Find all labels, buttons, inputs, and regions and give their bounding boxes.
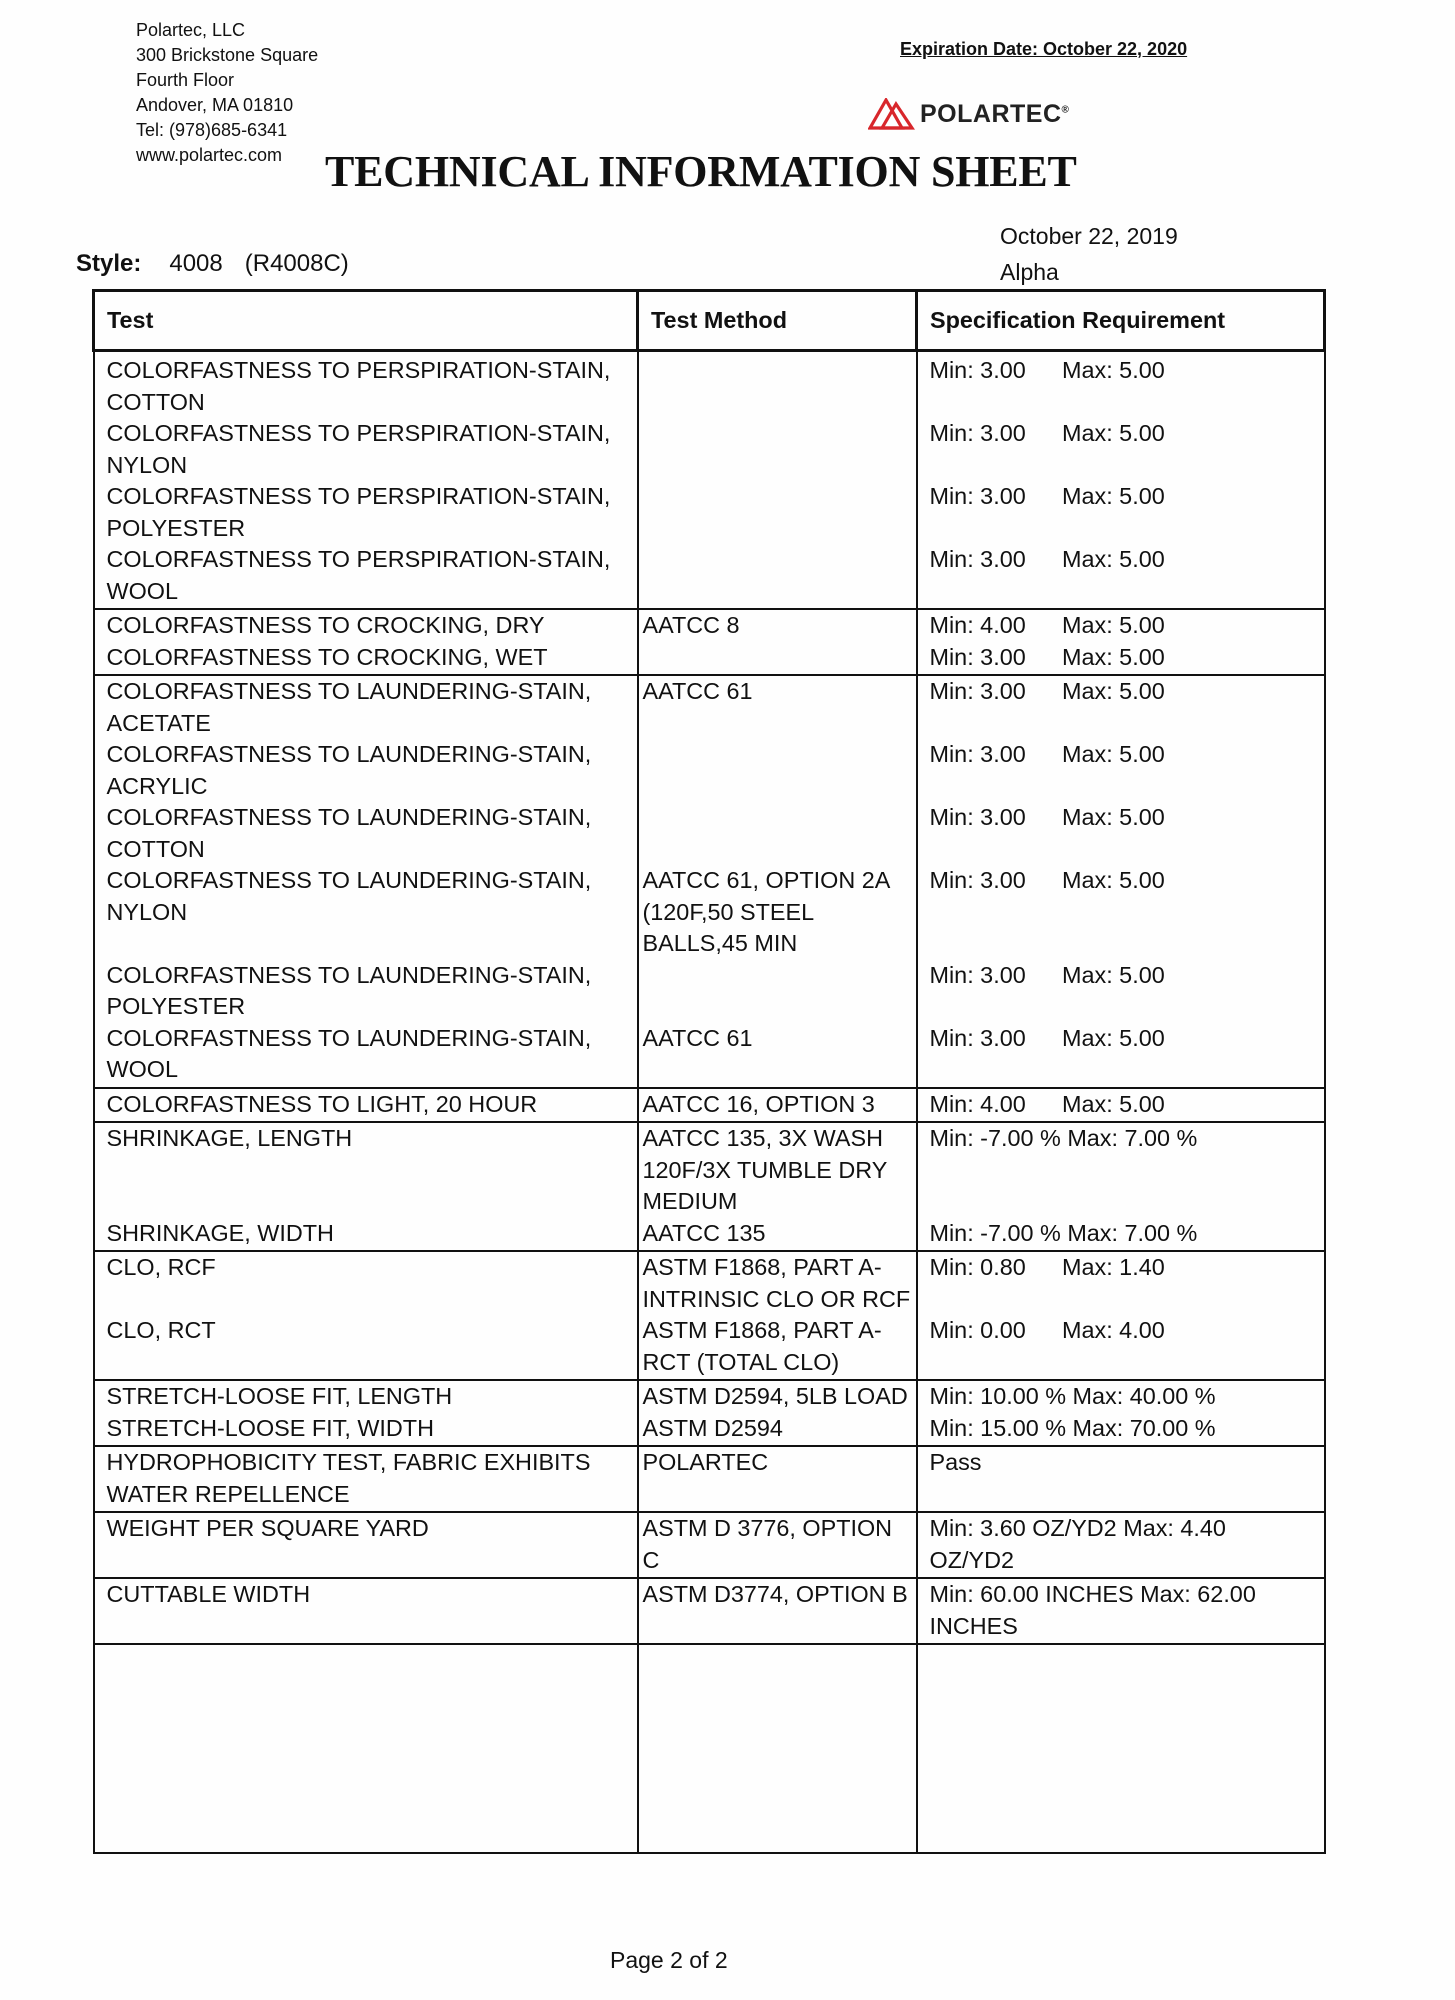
header-test-method: Test Method [638, 291, 917, 351]
cell-test-method [638, 802, 917, 865]
logo-wordmark: POLARTEC® [920, 99, 1070, 128]
cell-spec-requirement [917, 609, 1325, 642]
cell-spec-requirement [917, 1512, 1325, 1578]
cell-test-method: AATCC 61 [638, 1023, 917, 1088]
cell-test: CLO, RCT [94, 1315, 638, 1380]
spec-max: Max: 4.00 [1062, 1317, 1165, 1343]
table-row [94, 418, 1325, 481]
spec-table-body [94, 351, 1325, 1854]
cell-test: COLORFASTNESS TO PERSPIRATION-STAIN, NYLON [94, 418, 638, 481]
website-link[interactable]: www.polartec.com [136, 145, 283, 165]
cell-spec-requirement [917, 544, 1325, 609]
spec-min: Min: 0.00 [929, 1317, 1026, 1343]
cell-test: COLORFASTNESS TO CROCKING, WET [94, 642, 638, 676]
cell-test: CUTTABLE WIDTH [94, 1578, 638, 1644]
spec-max: Max: 5.00 [1062, 741, 1165, 767]
empty-cell [94, 1644, 638, 1853]
cell-test-method [638, 481, 917, 544]
cell-spec-requirement [917, 802, 1325, 865]
cell-spec-requirement [917, 1578, 1325, 1644]
cell-test: COLORFASTNESS TO LIGHT, 20 HOUR [94, 1088, 638, 1123]
cell-spec-requirement [917, 642, 1325, 676]
header-test: Test [94, 291, 638, 351]
company-name: Polartec, LLC [136, 20, 246, 40]
table-row [94, 1251, 1325, 1315]
spec-max: Max: 7.00 % [1067, 1219, 1198, 1246]
document-date: October 22, 2019 [1000, 223, 1178, 249]
spec-max: Max: 5.00 [1062, 678, 1165, 704]
spec-min: Min: -7.00 % [929, 1125, 1061, 1151]
cell-spec-requirement [917, 1380, 1325, 1413]
cell-test: COLORFASTNESS TO LAUNDERING-STAIN, ACETATE [94, 675, 638, 739]
spec-min: Min: 0.80 [929, 1254, 1026, 1280]
spec-min: Min: 10.00 % [929, 1383, 1067, 1409]
spec-min: Min: 3.60 OZ/YD2 [929, 1515, 1117, 1541]
table-row [94, 1578, 1325, 1644]
cell-test-method: ASTM D3774, OPTION B [638, 1578, 917, 1644]
spec-max: Max: 62.00 INCHES [929, 1581, 1256, 1639]
address-city: Andover, MA 01810 [136, 95, 294, 115]
cell-spec-requirement [917, 739, 1325, 802]
cell-spec-requirement [917, 1315, 1325, 1380]
empty-cell [917, 1644, 1325, 1853]
cell-spec-requirement [917, 1446, 1325, 1512]
cell-test: STRETCH-LOOSE FIT, WIDTH [94, 1413, 638, 1447]
spec-min: Min: 3.00 [929, 804, 1026, 830]
cell-spec-requirement [917, 1023, 1325, 1088]
spec-max: Max: 5.00 [1062, 420, 1165, 446]
cell-test-method: AATCC 16, OPTION 3 [638, 1088, 917, 1123]
spec-max: Max: 70.00 % [1072, 1414, 1216, 1441]
spec-min: Min: 60.00 INCHES [929, 1581, 1134, 1607]
spec-min: Min: 3.00 [929, 357, 1026, 383]
cell-test-method [638, 642, 917, 676]
company-address [136, 18, 318, 168]
cell-spec-requirement [917, 1218, 1325, 1252]
table-row [94, 1218, 1325, 1252]
cell-test-method [638, 960, 917, 1023]
cell-test-method: AATCC 61, OPTION 2A (120F,50 STEEL BALLS,45 MIN [638, 865, 917, 960]
spec-max: Max: 5.00 [1062, 483, 1165, 509]
spec-min: Min: 3.00 [929, 483, 1026, 509]
table-row [94, 1315, 1325, 1380]
cell-test-method: AATCC 8 [638, 609, 917, 642]
style-code: (R4008C) [244, 250, 349, 277]
table-row [94, 481, 1325, 544]
cell-spec-requirement [917, 1413, 1325, 1447]
cell-spec-requirement [917, 1088, 1325, 1123]
spec-max: Max: 7.00 % [1067, 1125, 1198, 1151]
spec-max: Max: 5.00 [1062, 357, 1165, 383]
cell-spec-requirement [917, 960, 1325, 1023]
spec-max: Max: 4.40 OZ/YD2 [929, 1515, 1226, 1573]
address-line-1: 300 Brickstone Square [136, 45, 319, 65]
cell-test-method [638, 351, 917, 419]
cell-test: STRETCH-LOOSE FIT, LENGTH [94, 1380, 638, 1413]
spec-min: Min: 4.00 [929, 612, 1026, 638]
cell-test-method: AATCC 61 [638, 675, 917, 739]
cell-test-method: POLARTEC [638, 1446, 917, 1512]
spec-min: Min: 3.00 [929, 420, 1026, 446]
phone: Tel: (978)685-6341 [136, 120, 288, 140]
cell-test-method: ASTM D2594, 5LB LOAD [638, 1380, 917, 1413]
page-title: TECHNICAL INFORMATION SHEET [325, 147, 1077, 196]
spec-min: Min: 3.00 [929, 546, 1026, 572]
cell-test: SHRINKAGE, LENGTH [94, 1122, 638, 1218]
cell-test: COLORFASTNESS TO PERSPIRATION-STAIN, POLYESTER [94, 481, 638, 544]
cell-test: COLORFASTNESS TO LAUNDERING-STAIN, POLYESTER [94, 960, 638, 1023]
spec-table [92, 289, 1326, 1854]
table-row [94, 1413, 1325, 1447]
spec-max: Max: 5.00 [1062, 1024, 1165, 1051]
table-row [94, 1122, 1325, 1218]
table-row [94, 1023, 1325, 1088]
cell-test: SHRINKAGE, WIDTH [94, 1218, 638, 1252]
spec-min: Min: 3.00 [929, 1024, 1026, 1051]
style-label: Style: [76, 250, 142, 277]
cell-test: CLO, RCF [94, 1251, 638, 1315]
cell-test-method [638, 418, 917, 481]
polartec-logo [868, 98, 1069, 130]
cell-test: COLORFASTNESS TO LAUNDERING-STAIN, COTTON [94, 802, 638, 865]
cell-test-method: AATCC 135, 3X WASH 120F/3X TUMBLE DRY MEDIUM [638, 1122, 917, 1218]
page-number: Page 2 of 2 [610, 1947, 728, 1973]
spec-min: Min: 3.00 [929, 867, 1026, 893]
table-row [94, 865, 1325, 960]
table-row [94, 802, 1325, 865]
table-row [94, 1380, 1325, 1413]
cell-test: COLORFASTNESS TO LAUNDERING-STAIN, ACRYLIC [94, 739, 638, 802]
cell-test: COLORFASTNESS TO PERSPIRATION-STAIN, COTTON [94, 351, 638, 419]
spec-max: Max: 1.40 [1062, 1254, 1165, 1280]
table-row [94, 1088, 1325, 1123]
table-header-row [94, 291, 1325, 351]
spec-max: Max: 5.00 [1062, 546, 1165, 572]
table-row [94, 544, 1325, 609]
cell-spec-requirement [917, 418, 1325, 481]
table-row [94, 609, 1325, 642]
cell-test-method: ASTM F1868, PART A-RCT (TOTAL CLO) [638, 1315, 917, 1380]
address-line-2: Fourth Floor [136, 70, 235, 90]
spec-max: Max: 5.00 [1062, 643, 1165, 670]
cell-spec-requirement [917, 1122, 1325, 1218]
spec-max: Max: 5.00 [1062, 1090, 1165, 1117]
table-row [94, 351, 1325, 419]
spec-min: Min: 3.00 [929, 741, 1026, 767]
table-row [94, 1446, 1325, 1512]
spec-min: Min: 3.00 [929, 961, 1026, 988]
style-number: 4008 [169, 250, 223, 277]
spec-max: Max: 40.00 % [1072, 1383, 1216, 1409]
cell-test-method: ASTM D 3776, OPTION C [638, 1512, 917, 1578]
table-row [94, 739, 1325, 802]
table-row [94, 1512, 1325, 1578]
cell-test: COLORFASTNESS TO LAUNDERING-STAIN, WOOL [94, 1023, 638, 1088]
spec-max: Max: 5.00 [1062, 804, 1165, 830]
spec-max: Max: 5.00 [1062, 612, 1165, 638]
cell-test: WEIGHT PER SQUARE YARD [94, 1512, 638, 1578]
empty-cell [638, 1644, 917, 1853]
empty-table-row [94, 1644, 1325, 1853]
cell-spec-requirement [917, 675, 1325, 739]
table-row [94, 642, 1325, 676]
document-revision: Alpha [1000, 259, 1059, 285]
spec-min: Pass [929, 1449, 982, 1475]
spec-max: Max: 5.00 [1062, 867, 1165, 893]
document-meta [1000, 218, 1178, 290]
cell-test-method: ASTM D2594 [638, 1413, 917, 1447]
triangle-logo-icon [868, 98, 916, 130]
spec-min: Min: -7.00 % [929, 1219, 1061, 1246]
spec-min: Min: 4.00 [929, 1090, 1026, 1117]
spec-max: Max: 5.00 [1062, 961, 1165, 988]
header-spec-requirement: Specification Requirement [917, 291, 1325, 351]
table-row [94, 960, 1325, 1023]
cell-test: COLORFASTNESS TO PERSPIRATION-STAIN, WOOL [94, 544, 638, 609]
cell-test: COLORFASTNESS TO CROCKING, DRY [94, 609, 638, 642]
spec-min: Min: 15.00 % [929, 1414, 1067, 1441]
cell-spec-requirement [917, 481, 1325, 544]
cell-test: COLORFASTNESS TO LAUNDERING-STAIN, NYLON [94, 865, 638, 960]
cell-spec-requirement [917, 865, 1325, 960]
style-line [76, 250, 349, 278]
cell-spec-requirement [917, 351, 1325, 419]
cell-test-method [638, 544, 917, 609]
cell-test-method [638, 739, 917, 802]
expiration-date: Expiration Date: October 22, 2020 [900, 39, 1188, 59]
spec-min: Min: 3.00 [929, 678, 1026, 704]
table-row [94, 675, 1325, 739]
spec-min: Min: 3.00 [929, 643, 1026, 670]
cell-test-method: AATCC 135 [638, 1218, 917, 1252]
cell-test-method: ASTM F1868, PART A-INTRINSIC CLO OR RCF [638, 1251, 917, 1315]
cell-spec-requirement [917, 1251, 1325, 1315]
cell-test: HYDROPHOBICITY TEST, FABRIC EXHIBITS WATER REPELLENCE [94, 1446, 638, 1512]
